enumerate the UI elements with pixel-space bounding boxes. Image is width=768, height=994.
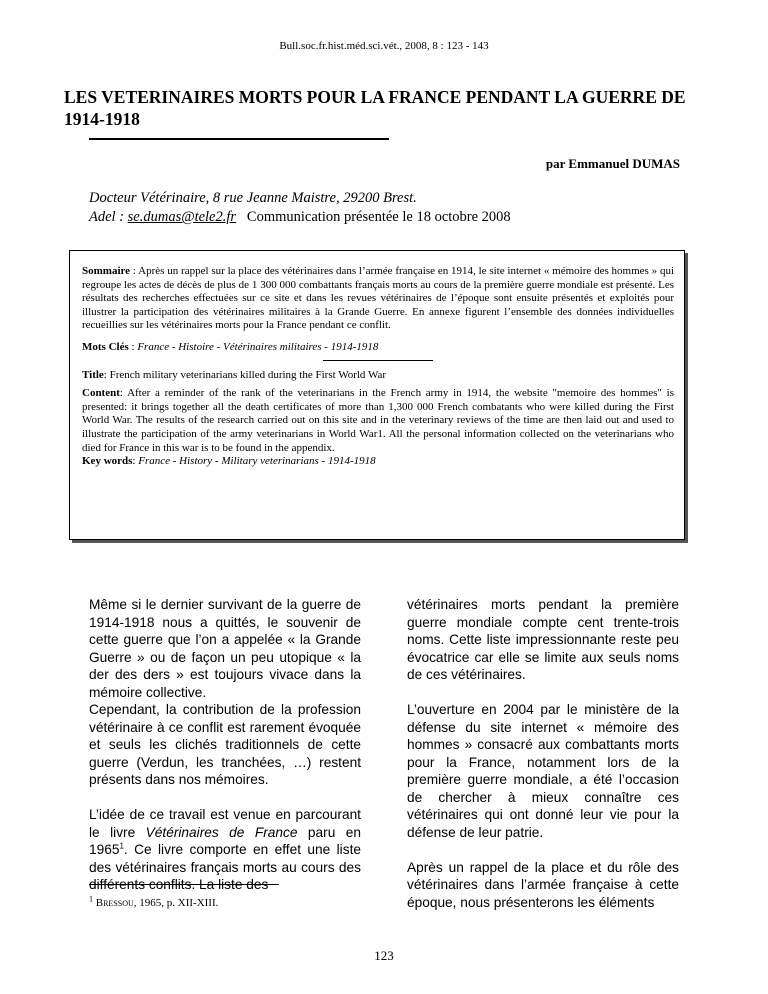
title-rule [89,138,389,140]
page-number: 123 [374,948,394,963]
journal-header: Bull.soc.fr.hist.méd.sci.vét., 2008, 8 : 123 - 143 [279,40,489,52]
paragraph: Après un rappel de la place et du rôle des vétérinaires dans l’armée française à cette époque, nous présenterons les éléments [407,859,679,910]
affiliation: Docteur Vétérinaire, 8 rue Jeanne Maistre, 29200 Brest. [89,190,417,206]
footnote-ref: 1 [119,841,124,851]
key-words: Key words: France - History - Military veterinarians - 1914-1918 [82,455,376,468]
footnote: $^1$ Bressou, 1965, p. XII-XIII. [89,894,219,909]
abstract-separator [323,360,433,361]
author: par Emmanuel DUMAS [545,156,680,171]
english-title: Title: French military veterinarians killed during the First World War [82,368,387,381]
paragraph: Cependant, la contribution de la profession vétérinaire à ce conflit est rarement évoquée et seuls les clichés traditionnels de cette guerre (Verdun, les tranchées, …) restent présents dans nos mémoires. [89,702,361,787]
paragraph: Même si le dernier survivant de la guerre de 1914-1918 nous a quittés, le souvenir de cette guerre que l’on a appelée « la Grande Guerre » ou de façon un peu utopique « la der des ders » est toujours vivace dans la mémoire collective. [89,597,361,700]
sommaire: Sommaire : Après un rappel sur la place des vétérinaires dans l’armée française en 1914, le site internet « mémoire des hommes » qui regroupe les actes de décès de plus de 1 300 000 combattants français morts au cours de la première guerre mondiale est présenté. Les résultats des recherches effectuées sur ce site et dans les revues vétérinaires de l’époque sont ensuite présentés et exploités pour illustrer la participation des vétérinaires militaires à la Grande Guerre. En annexe figurent l’ensemble des données individuelles recueillies sur les vétérinaires morts pour la France pendant ce conflit. [82,265,674,332]
paragraph: vétérinaires morts pendant la première guerre mondiale compte cent trente-trois noms. Cette liste impressionnante reste peu évocatrice car elle se limite aux seuls noms de ces vétérinaires. [407,597,679,682]
right-column [407,596,679,911]
mots-cles: Mots Clés : France - Histoire - Vétérinaires militaires - 1914-1918 [82,340,379,353]
article-title: LES VETERINAIRES MORTS POUR LA FRANCE PENDANT LA GUERRE DE 1914-1918 [64,87,686,129]
footnote-rule [89,884,279,885]
paragraph: L’ouverture en 2004 par le ministère de la défense du site internet « mémoire des hommes » consacré aux combattants morts pour la France, notamment lors de la première guerre mondiale, a été l’occasion de chercher à mieux connaître ces vétérinaires qui ont donné leur vie pour la défense de leur patrie. [407,702,679,840]
contact-line [89,209,511,226]
abstract-box [69,250,685,540]
left-column [89,596,361,894]
email-link[interactable]: se.dumas@tele2.fr [127,209,237,225]
english-content: Content: After a reminder of the rank of the veterinarians in the French army in 1914, the website "memoire des hommes" is presented: it brings together all the death certificates of more than 1,300 000 French combatants who were killed during the First World War. The results of the research carried out on this site and in the veterinary reviews of the time are then laid out and used to illustrate the participation of the army veterinarians in World War1. All the personal information collected on the veterinarians who died for France in this war is to be found in the appendix. [82,387,674,454]
paragraph: L’idée de ce travail est venue en parcourant le livre Vétérinaires de France paru en 1965$^1$. Ce livre comporte en effet une liste des vétérinaires français morts au cours des différents conflits. La liste des [89,807,361,892]
communication-date: Communication présentée le 18 octobre 2008 [246,209,511,225]
adel-label: Adel : [89,209,128,225]
